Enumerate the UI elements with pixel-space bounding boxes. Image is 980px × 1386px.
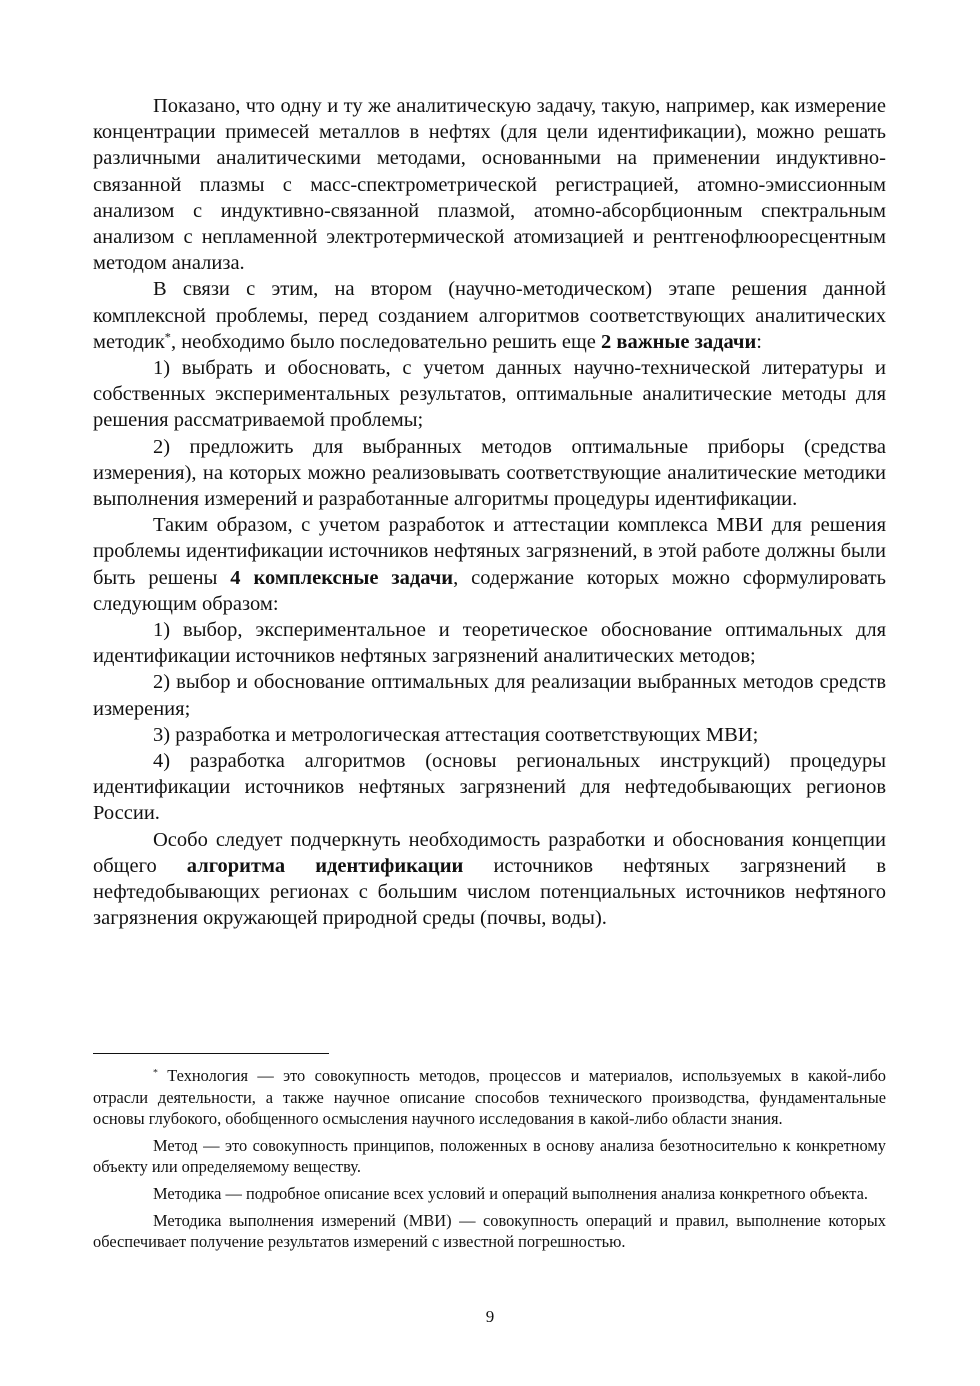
list-item-complex-task-2 — [93, 669, 886, 721]
footnote-technology — [93, 1065, 886, 1130]
paragraph-two-tasks-mid: , необходимо было последовательно решить еще — [170, 330, 602, 353]
paragraph-four-tasks-end: , содержание которых можно сформулировать следующим образом: — [93, 566, 886, 615]
footnote-method-text: Метод — это совокупность принципов, положенных в основу анализа безотносительно к конкретному объекту или определяемому веществу. — [93, 1135, 886, 1177]
footnotes — [93, 1065, 886, 1258]
footnote-mvi-text: Методика выполнения измерений (МВИ) — совокупность операций и правил, выполнение которых обеспечивает получение результатов измерений с известной погрешностью. — [93, 1210, 886, 1252]
paragraph-four-tasks-text: Таким образом, с учетом разработок и аттестации комплекса МВИ для решения проблемы идентификации источников нефтяных загрязнений, в этой работе должны были быть решены — [93, 514, 886, 589]
paragraph-two-tasks-end: : — [756, 330, 762, 353]
footnote-methodology — [93, 1183, 886, 1205]
footnote-mark: * — [153, 1067, 158, 1079]
task-text: 4) разработка алгоритмов (основы региональных инструкций) процедуры идентификации источников нефтяных загрязнений для нефтедобывающих регионов России. — [93, 750, 886, 825]
list-item-complex-task-3 — [93, 722, 886, 748]
list-item-complex-task-4 — [93, 748, 886, 827]
list-item-task-2 — [93, 434, 886, 513]
bold-four-tasks: 4 комплексные задачи — [230, 566, 454, 589]
paragraph-algorithm — [93, 827, 886, 932]
footnote-methodology-text: Методика — подробное описание всех условий и операций выполнения анализа конкретного объекта. — [153, 1183, 868, 1203]
task-text: 2) предложить для выбранных методов оптимальные приборы (средства измерения), на которых можно реализовывать соответствующие аналитические методики выполнения измерений и разработанные алгоритмы процедуры идентификации. — [93, 435, 886, 511]
task-text: 1) выбор, экспериментальное и теоретическое обоснование оптимальных для идентификации источников нефтяных загрязнений аналитических методов; — [93, 619, 886, 668]
task-text: 1) выбрать и обосновать, с учетом данных научно-технической литературы и собственных экспериментальных результатов, оптимальные аналитические методы для решения рассматриваемой проблемы; — [93, 357, 886, 432]
footnote-mvi — [93, 1210, 886, 1253]
paragraph-four-tasks — [93, 512, 886, 617]
footnote-reference-mark[interactable]: * — [164, 330, 171, 345]
paragraph-intro-text: Показано, что одну и ту же аналитическую задачу, такую, например, как измерение концентрации примесей металлов в нефтях (для цели идентификации), можно решать различными аналитическими методами, основанными на применении индуктивно-связанной плазмы с масс-спектрометрической регистрацией, атомно-эмиссионным анализом с индуктивно-связанной плазмой, атомно-абсорбционным спектральным анализом с непламенной электротермической атомизацией и рентгенофлюоресцентным методом анализа. — [93, 95, 886, 275]
paragraph-two-tasks-text: В связи с этим, на втором (научно-методическом) этапе решения данной комплексной проблемы, перед созданием алгоритмов соответствующих аналитических методик — [93, 278, 886, 353]
list-item-complex-task-1 — [93, 617, 886, 669]
footnote-separator — [93, 1053, 329, 1054]
paragraph-algorithm-text: Особо следует подчеркнуть необходимость разработки и обоснования концепции общего — [93, 828, 886, 877]
bold-algorithm: алгоритма идентификации — [186, 854, 464, 877]
footnote-technology-text: Технология — это совокупность методов, процессов и материалов, используемых в какой-либо отрасли деятельности, а также научное описание способов технического производства, фундаментальные основы глубокого, обобщенного осмысления научного исследования в какой-либо области знания. — [93, 1066, 886, 1129]
paragraph-two-tasks — [93, 276, 886, 355]
list-item-task-1 — [93, 355, 886, 434]
body-text — [93, 93, 886, 932]
task-text: 3) разработка и метрологическая аттестация соответствующих МВИ; — [153, 723, 759, 746]
page-number: 9 — [485, 1307, 495, 1326]
paragraph-algorithm-end: источников нефтяных загрязнений в нефтедобывающих регионах с большим числом потенциальных источников нефтяного загрязнения окружающей природной среды (почвы, воды). — [93, 854, 887, 930]
task-text: 2) выбор и обоснование оптимальных для реализации выбранных методов средств измерения; — [93, 671, 886, 720]
footnote-method — [93, 1135, 886, 1178]
bold-two-tasks: 2 важные задачи — [601, 330, 757, 353]
paragraph-intro — [93, 93, 886, 276]
